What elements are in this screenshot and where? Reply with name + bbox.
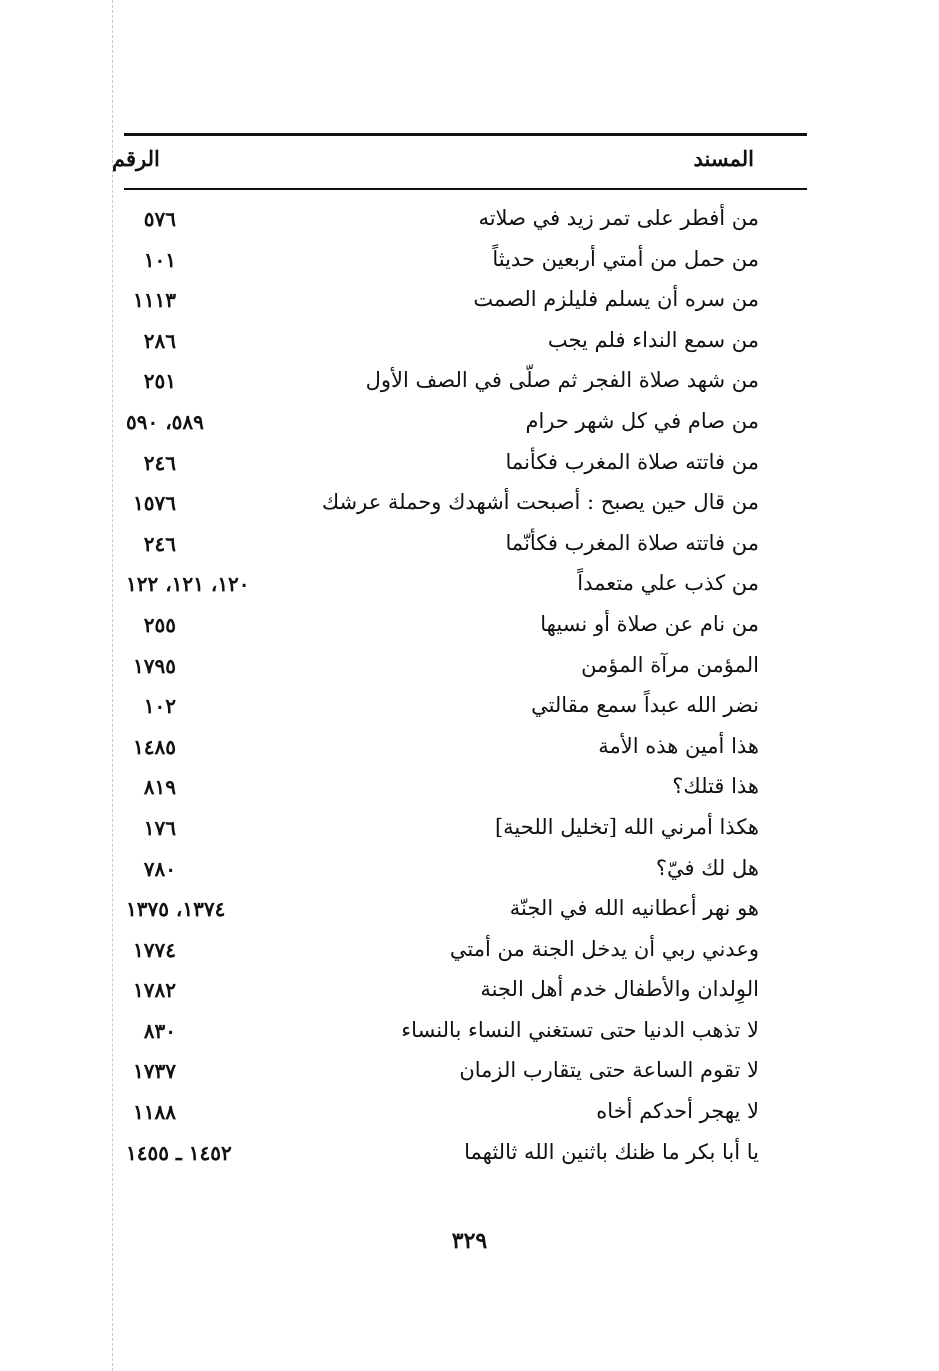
table-row — [0, 649, 939, 690]
hadith-text: من قال حين يصبح : أصبحت أشهدك وحملة عرشك — [321, 490, 759, 515]
index-table — [0, 202, 939, 1176]
header-bottom-rule — [124, 188, 807, 190]
table-row — [0, 770, 939, 811]
hadith-number: ٢٨٦ — [143, 328, 176, 353]
hadith-text: من سمع النداء فلم يجب — [547, 327, 759, 352]
hadith-number: ١٢٠، ١٢١، ١٢٢ — [126, 572, 250, 597]
header-top-rule — [124, 133, 807, 136]
hadith-number: ٢٥١ — [143, 369, 176, 394]
table-row — [0, 567, 939, 608]
hadith-number: ١٥٧٦ — [133, 491, 176, 516]
hadith-text: هل لك فيّ؟ — [655, 855, 759, 880]
hadith-number: ٢٤٦ — [143, 531, 176, 556]
hadith-number: ١٣٧٤، ١٣٧٥ — [126, 897, 226, 922]
table-row — [0, 364, 939, 405]
hadith-number: ٧٨٠ — [143, 856, 176, 881]
hadith-text: من أفطر على تمر زيد في صلاته — [478, 206, 759, 230]
hadith-text: من حمل من أمتي أربعين حديثاً — [492, 246, 759, 271]
page-number: ٣٢٩ — [451, 1228, 488, 1254]
hadith-number: ٨٣٠ — [143, 1018, 176, 1043]
hadith-text: هو نهر أعطانيه الله في الجنّة — [509, 896, 759, 921]
hadith-text: وعدني ربي أن يدخل الجنة من أمتي — [449, 936, 759, 961]
table-header — [112, 140, 807, 184]
table-row — [0, 243, 939, 284]
hadith-text: من فاتته صلاة المغرب فكأنما — [505, 449, 759, 474]
hadith-text: هذا قتلك؟ — [672, 774, 759, 799]
hadith-number: ١٧٣٧ — [133, 1059, 176, 1084]
table-row — [0, 892, 939, 933]
hadith-number: ١٠١ — [143, 247, 176, 272]
hadith-text: المؤمن مرآة المؤمن — [581, 652, 759, 677]
table-row — [0, 283, 939, 324]
hadith-number: ١١١٣ — [133, 288, 176, 313]
hadith-text: من صام في كل شهر حرام — [525, 408, 759, 433]
table-row — [0, 202, 939, 243]
hadith-text: هذا أمين هذه الأمة — [598, 733, 759, 758]
hadith-text: من كذب علي متعمداً — [577, 571, 759, 596]
hadith-text: لا تقوم الساعة حتى يتقارب الزمان — [459, 1058, 759, 1083]
hadith-text: الوِلدان والأطفال خدم أهل الجنة — [480, 977, 759, 1002]
hadith-number: ١٧٨٢ — [133, 978, 176, 1003]
hadith-number: ١١٨٨ — [133, 1100, 176, 1125]
hadith-number: ٥٧٦ — [143, 207, 176, 231]
hadith-text: لا تذهب الدنيا حتى تستغني النساء بالنساء — [401, 1017, 759, 1042]
table-row — [0, 527, 939, 568]
hadith-text: من سره أن يسلم فليلزم الصمت — [473, 287, 759, 312]
hadith-text: من نام عن صلاة أو نسيها — [540, 611, 759, 636]
table-row — [0, 730, 939, 771]
hadith-number: ١٧٦ — [143, 815, 176, 840]
hadith-number: ١٤٥٢ ـ ١٤٥٥ — [126, 1140, 232, 1165]
table-row — [0, 1136, 939, 1177]
hadith-number: ١٧٧٤ — [133, 937, 176, 962]
table-row — [0, 973, 939, 1014]
hadith-text: من فاتته صلاة المغرب فكأنّما — [505, 530, 759, 555]
hadith-number: ١٤٨٥ — [133, 734, 176, 759]
table-row — [0, 446, 939, 487]
column-header-raqm: الرقم — [112, 146, 160, 171]
table-row — [0, 486, 939, 527]
table-row — [0, 324, 939, 365]
table-row — [0, 811, 939, 852]
hadith-text: هكذا أمرني الله [تخليل اللحية] — [494, 814, 759, 839]
hadith-number: ٢٥٥ — [143, 612, 176, 637]
hadith-text: لا يهجر أحدكم أخاه — [596, 1099, 759, 1124]
hadith-text: نضر الله عبداً سمع مقالتي — [531, 693, 759, 718]
hadith-number: ١٧٩٥ — [133, 653, 176, 678]
table-row — [0, 689, 939, 730]
table-row — [0, 852, 939, 893]
table-row — [0, 405, 939, 446]
table-row — [0, 933, 939, 974]
hadith-number: ٨١٩ — [143, 775, 176, 800]
table-row — [0, 1095, 939, 1136]
table-row — [0, 1054, 939, 1095]
hadith-text: من شهد صلاة الفجر ثم صلّى في الصف الأول — [365, 368, 759, 393]
hadith-number: ١٠٢ — [143, 694, 176, 719]
hadith-number: ٢٤٦ — [143, 450, 176, 475]
column-header-musnad: المسند — [693, 146, 754, 171]
hadith-number: ٥٨٩، ٥٩٠ — [126, 409, 204, 434]
hadith-text: يا أبا بكر ما ظنك باثنين الله ثالثهما — [464, 1139, 759, 1164]
table-row — [0, 1014, 939, 1055]
table-row — [0, 608, 939, 649]
